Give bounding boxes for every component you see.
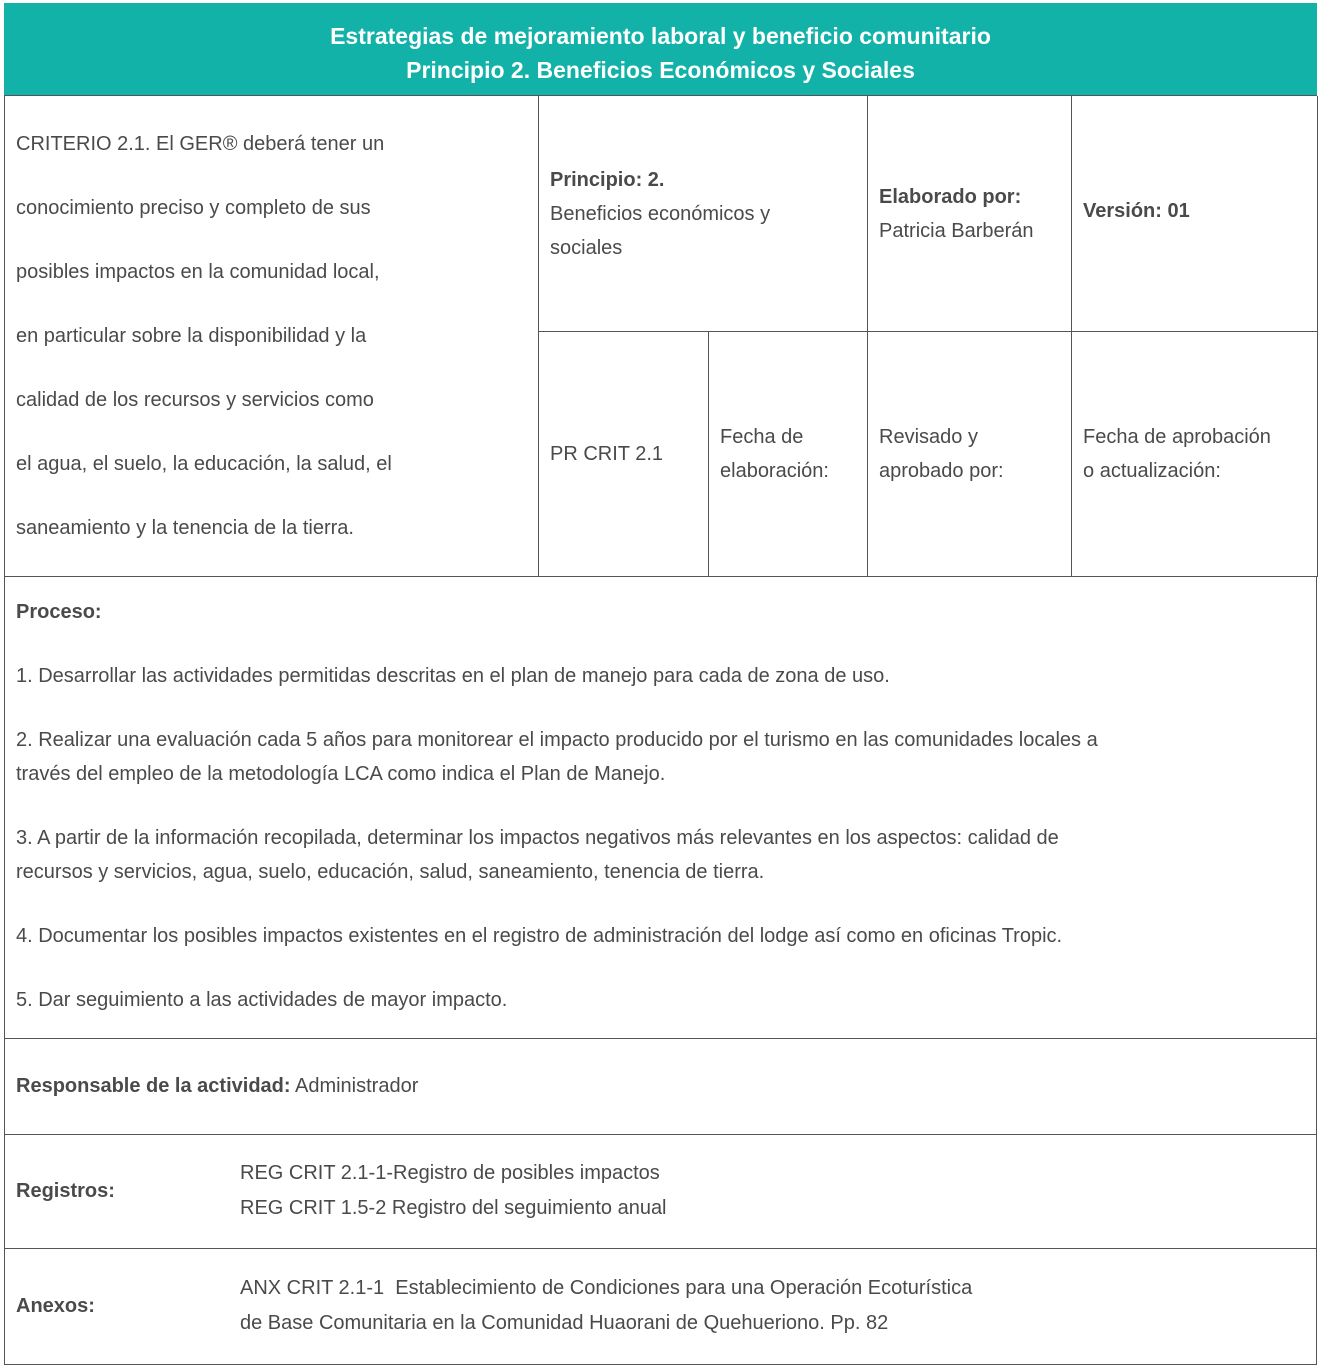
proceso-step-4: 4. Documentar los posibles impactos existentes en el registro de administración del lodge así como en oficinas Tropic.: [16, 919, 1305, 953]
sheet-header: [4, 3, 1317, 96]
responsable-table: [4, 1039, 1317, 1136]
proceso-table: [4, 577, 1317, 1039]
anexos-list: [240, 1271, 972, 1341]
anexo-item: de Base Comunitaria en la Comunidad Huaorani de Quehueriono. Pp. 82: [240, 1306, 972, 1341]
revisado-cell: Revisado y aprobado por:: [868, 332, 1072, 577]
criterio-text: CRITERIO 2.1. El GER® deberá tener un conocimiento preciso y completo de sus posibles impactos en la comunidad local, en particular sobre la disponibilidad y la calidad de los recursos y servicios como el agua, el suelo, la educación, la salud, el saneamiento y la tenencia de la tierra.: [16, 96, 527, 576]
procedure-code: PR CRIT 2.1: [550, 443, 663, 465]
anexo-item: ANX CRIT 2.1-1 Establecimiento de Condiciones para una Operación Ecoturística: [240, 1271, 972, 1306]
registros-table: [4, 1135, 1317, 1249]
registro-item: REG CRIT 2.1-1-Registro de posibles impactos: [240, 1156, 667, 1191]
elaborado-value: Patricia Barberán: [879, 214, 1060, 248]
version-cell: [1072, 96, 1318, 332]
principio-cell: [539, 96, 868, 332]
info-table: [4, 96, 1318, 577]
responsable-label: Responsable de la actividad:: [16, 1075, 291, 1097]
proceso-step-5: 5. Dar seguimiento a las actividades de mayor impacto.: [16, 983, 1305, 1017]
proceso-step-2: 2. Realizar una evaluación cada 5 años para monitorear el impacto producido por el turismo en las comunidades locales a: [16, 723, 1305, 757]
proceso-step-3: 3. A partir de la información recopilada, determinar los impactos negativos más relevantes en los aspectos: calidad de: [16, 821, 1305, 855]
principio-label: Principio: 2.: [550, 169, 664, 191]
fecha-elaboracion-cell: Fecha de elaboración:: [709, 332, 868, 577]
code-cell: [539, 332, 709, 577]
fecha-aprobacion-cell: Fecha de aprobación o actualización:: [1072, 332, 1318, 577]
registros-list: [240, 1156, 667, 1226]
criterio-cell: [5, 96, 539, 577]
principio-value-2: sociales: [550, 231, 856, 265]
proceso-label: Proceso:: [16, 601, 102, 623]
elaborado-label: Elaborado por:: [879, 186, 1021, 208]
procedure-sheet: [4, 3, 1317, 1365]
header-title: Estrategias de mejoramiento laboral y beneficio comunitario: [4, 19, 1317, 53]
registros-cell: [5, 1135, 1317, 1248]
registros-label: Registros:: [16, 1175, 240, 1207]
elaborado-cell: [868, 96, 1072, 332]
header-subtitle: Principio 2. Beneficios Económicos y Sociales: [4, 53, 1317, 87]
anexos-cell: [5, 1249, 1317, 1365]
anexos-label: Anexos:: [16, 1290, 240, 1322]
proceso-step-1: 1. Desarrollar las actividades permitidas descritas en el plan de manejo para cada de zona de uso.: [16, 659, 1305, 693]
anexos-table: [4, 1249, 1317, 1365]
principio-value-1: Beneficios económicos y: [550, 197, 856, 231]
registro-item: REG CRIT 1.5-2 Registro del seguimiento anual: [240, 1191, 667, 1226]
responsable-value: Administrador: [291, 1075, 419, 1097]
responsable-cell: [5, 1039, 1317, 1135]
version-label: Versión: 01: [1083, 200, 1190, 222]
proceso-cell: Proceso: 1. Desarrollar las actividades permitidas descritas en el plan de manejo para cada de zona de uso. 2. Realizar una evaluación cada 5 años para monitorear el impacto producido por el turismo en las comunidades locales a través del empleo de la metodología LCA como indica el Plan de Manejo. 3. A partir de la información recopilada, determinar los impactos negativos más relevantes en los aspectos: calidad de recursos y servicios, agua, suelo, educación, salud, saneamiento, tenencia de tierra. 4. Documentar los posibles impactos existentes en el registro de administración del lodge así como en oficinas Tropic. 5. Dar seguimiento a las actividades de mayor impacto.: [5, 577, 1317, 1038]
